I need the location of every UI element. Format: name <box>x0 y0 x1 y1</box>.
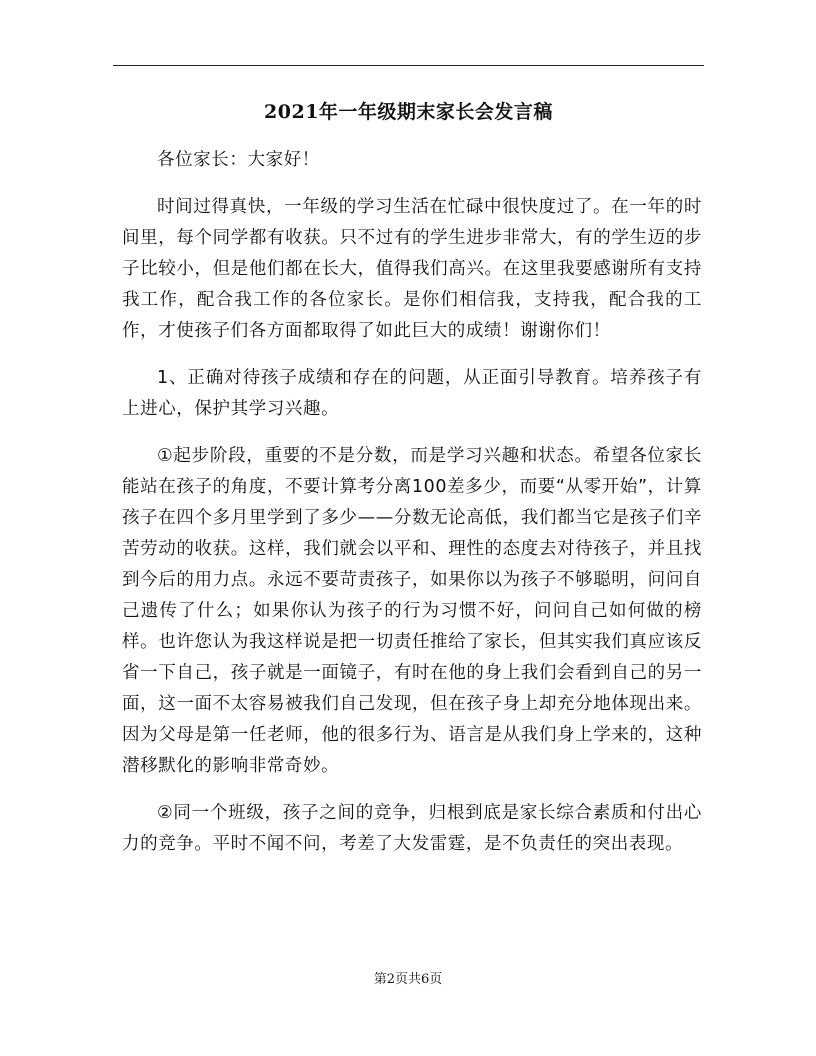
document-title: 2021年一年级期末家长会发言稿 <box>264 101 553 123</box>
header-rule <box>113 65 704 66</box>
paragraph-point-1: 1、正确对待孩子成绩和存在的问题，从正面引导教育。培养孩子有上进心，保护其学习兴趣。 <box>122 368 702 419</box>
paragraph-subpoint-1: ①起步阶段，重要的不是分数，而是学习兴趣和状态。希望各位家长能站在孩子的角度，不要计算考分离100差多少，而要“从零开始”，计算孩子在四个多月里学到了多少——分数无论高低，我们都当它是孩子们辛苦劳动的收获。这样，我们就会以平和、理性的态度去对待孩子，并且找到今后的用力点。永远不要苛责孩子，如果你以为孩子不够聪明，问问自己遗传了什么；如果你认为孩子的行为习惯不好，问问自己如何做的榜样。也许您认为我这样说是把一切责任推给了家长，但其实我们真应该反省一下自己，孩子就是一面镜子，有时在他的身上我们会看到自己的另一面，这一面不太容易被我们自己发现，但在孩子身上却充分地体现出来。因为父母是第一任老师，他的很多行为、语言是从我们身上学来的，这种潜移默化的影响非常奇妙。 <box>122 446 702 776</box>
paragraph-subpoint-2: ②同一个班级，孩子之间的竞争，归根到底是家长综合素质和付出心力的竞争。平时不闻不问，考差了大发雷霆，是不负责任的突出表现。 <box>122 803 702 854</box>
greeting: 各位家长：大家好！ <box>157 150 320 170</box>
page-footer: 第2页共6页 <box>373 972 443 987</box>
paragraph-intro: 时间过得真快，一年级的学习生活在忙碌中很快度过了。在一年的时间里，每个同学都有收获。只不过有的学生进步非常大，有的学生迈的步子比较小，但是他们都在长大，值得我们高兴。在这里我要感谢所有支持我工作，配合我工作的各位家长。是你们相信我，支持我，配合我的工作，才使孩子们各方面都取得了如此巨大的成绩！谢谢你们！ <box>122 197 702 341</box>
document-body <box>122 145 702 876</box>
